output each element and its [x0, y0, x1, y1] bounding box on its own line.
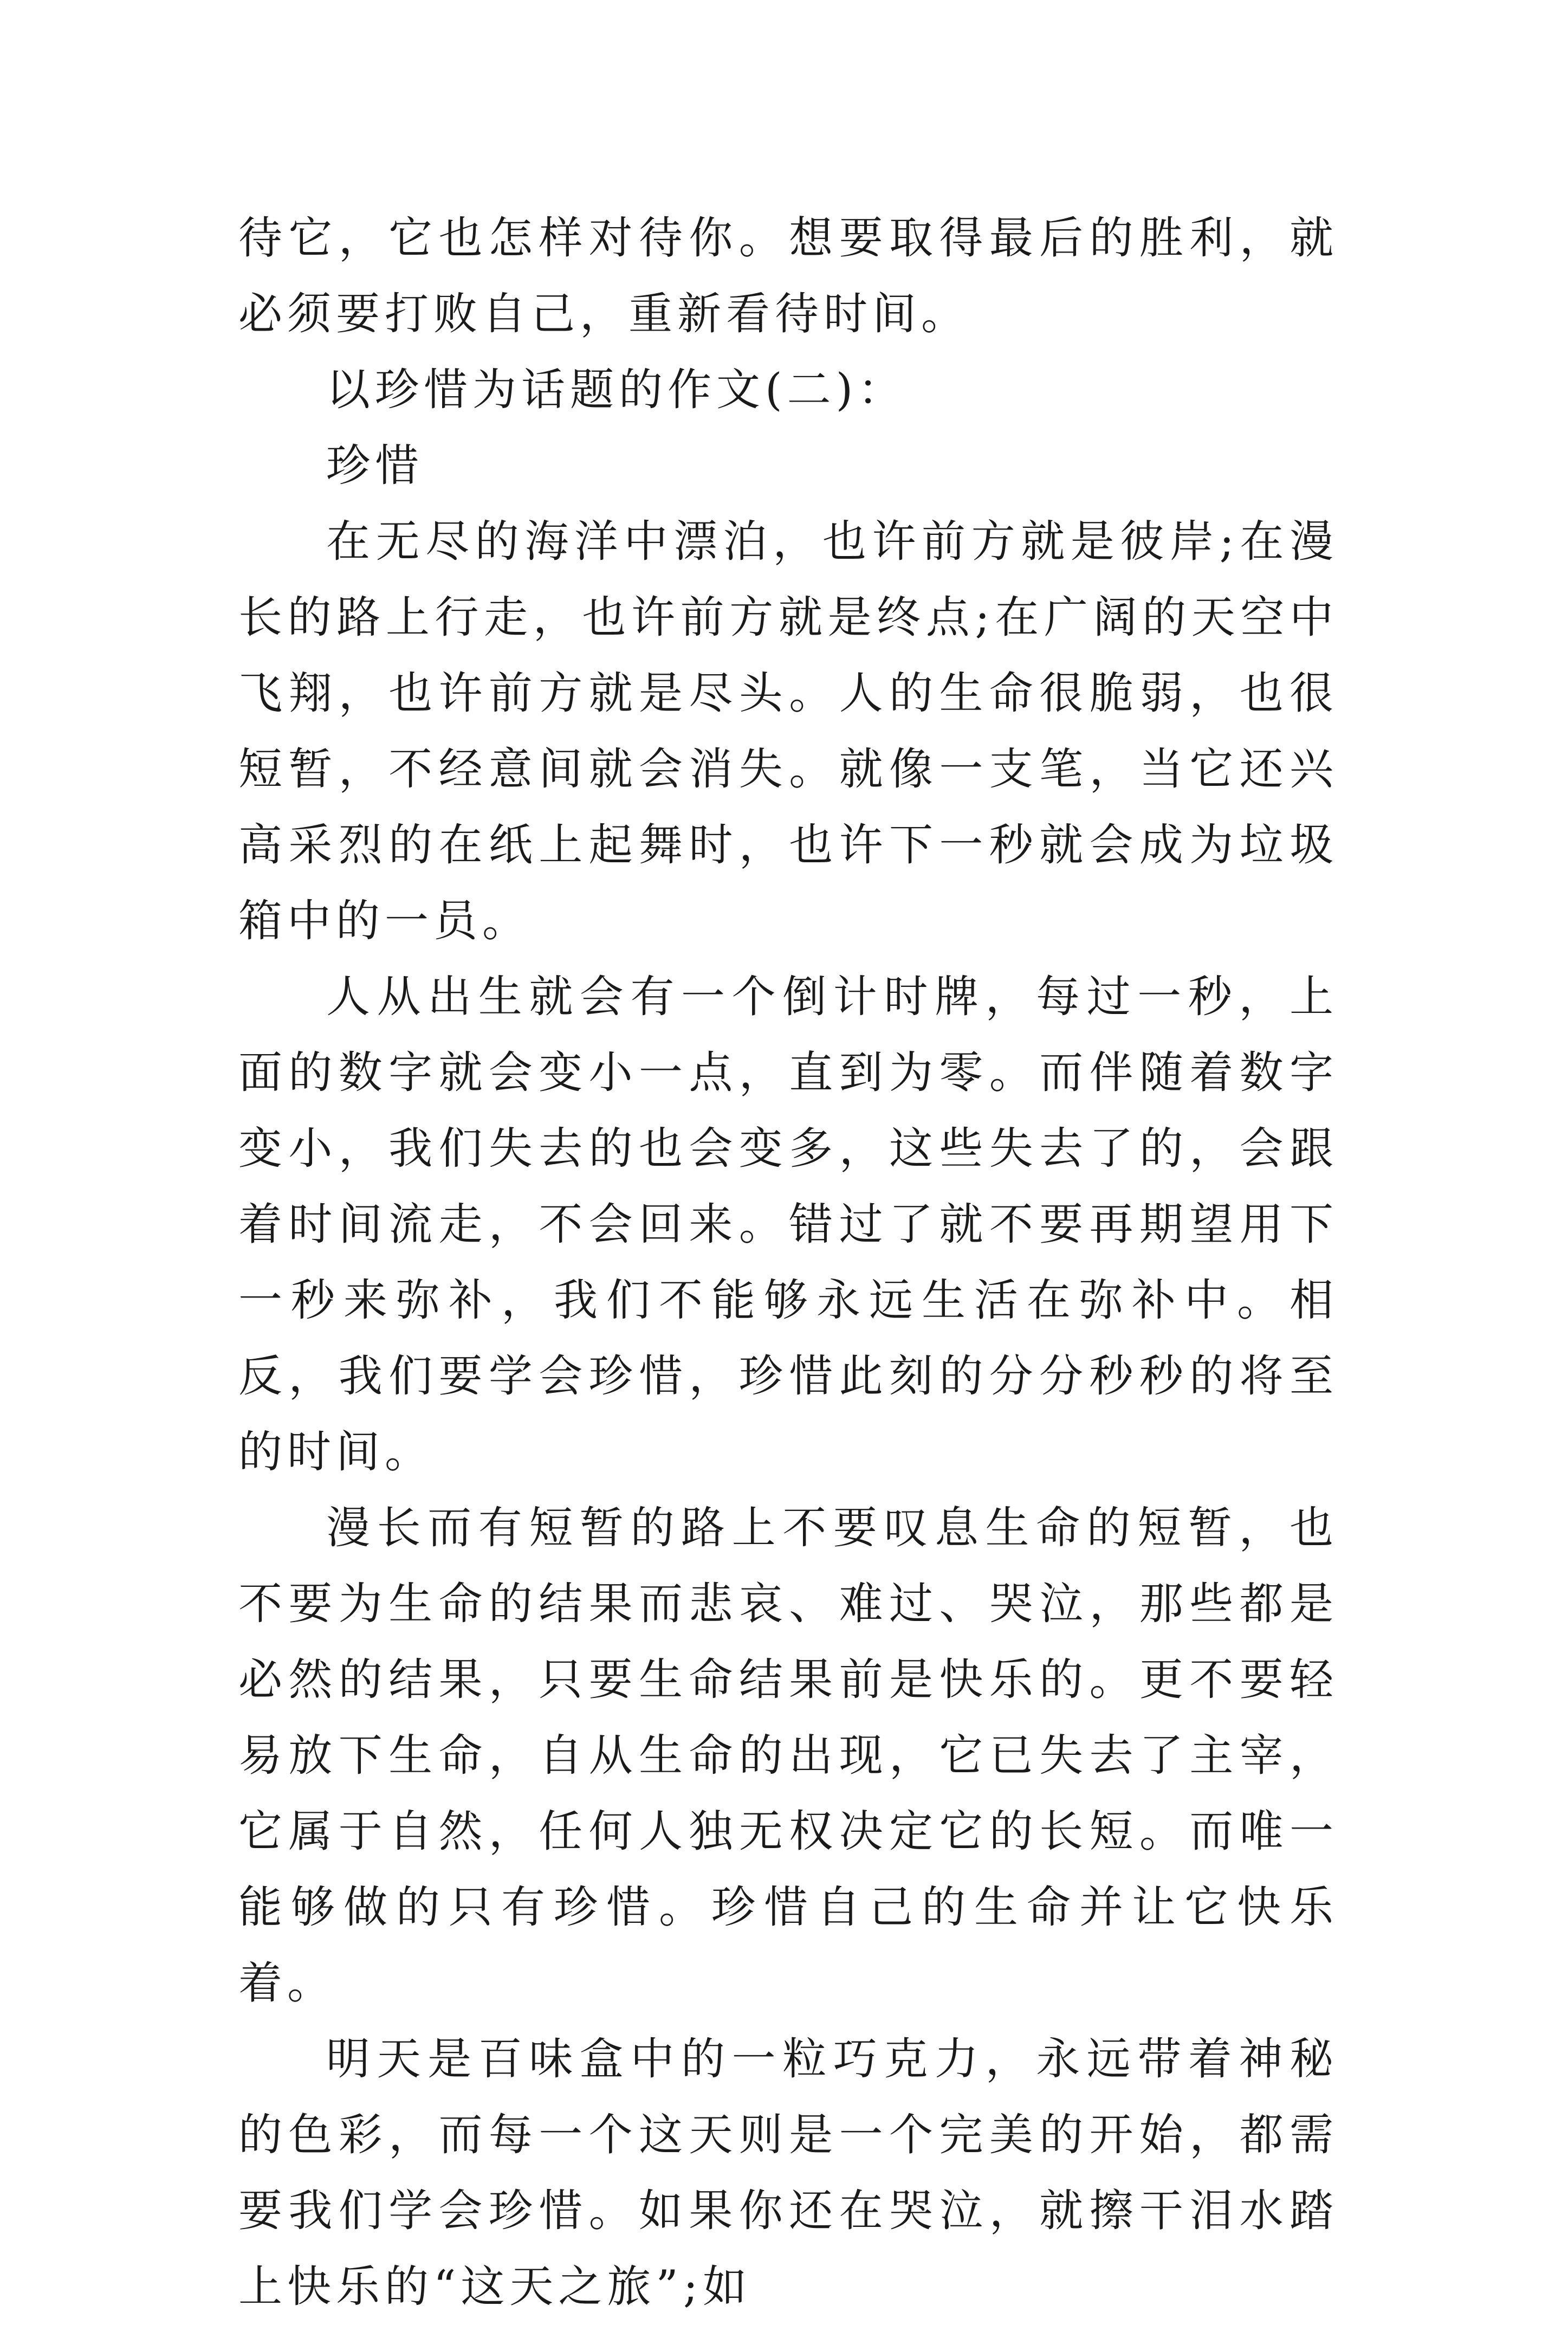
paragraph: 在无尽的海洋中漂泊，也许前方就是彼岸;在漫长的路上行走，也许前方就是终点;在广阔的天空中飞翔，也许前方就是尽头。人的生命很脆弱，也很短暂，不经意间就会消失。就像一支笔，当它还兴高采烈的在纸上起舞时，也许下一秒就会成为垃圾箱中的一员。: [238, 516, 1338, 947]
paragraph-continuation: 待它，它也怎样对待你。想要取得最后的胜利，就必须要打败自己，重新看待时间。: [238, 213, 1338, 340]
paragraph: 漫长而有短暂的路上不要叹息生命的短暂，也不要为生命的结果而悲哀、难过、哭泣，那些都是必然的结果，只要生命结果前是快乐的。更不要轻易放下生命，自从生命的出现，它已失去了主宰，它属于自然，任何人独无权决定它的长短。而唯一能够做的只有珍惜。珍惜自己的生命并让它快乐着。: [238, 1503, 1338, 2009]
essay-title: 珍惜: [326, 441, 424, 492]
paragraph: 人从出生就会有一个倒计时牌，每过一秒，上面的数字就会变小一点，直到为零。而伴随着数字变小，我们失去的也会变多，这些失去了的，会跟着时间流走，不会回来。错过了就不要再期望用下一秒来弥补，我们不能够永远生活在弥补中。相反，我们要学会珍惜，珍惜此刻的分分秒秒的将至的时间。: [238, 972, 1338, 1478]
essay-body: [238, 201, 1338, 2325]
paragraph: 明天是百味盒中的一粒巧克力，永远带着神秘的色彩，而每一个这天则是一个完美的开始，都需要我们学会珍惜。如果你还在哭泣，就擦干泪水踏上快乐的“这天之旅”;如: [238, 2034, 1338, 2313]
essay-heading: 以珍惜为话题的作文(二)：: [326, 365, 907, 416]
